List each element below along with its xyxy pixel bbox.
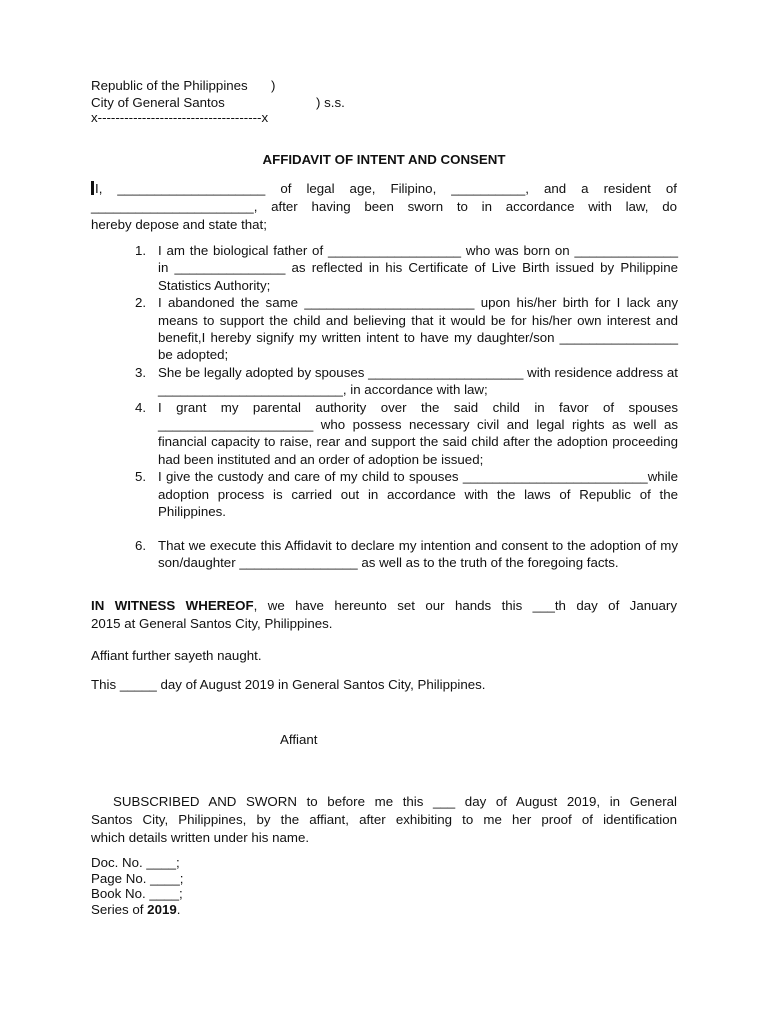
list-item bbox=[135, 294, 678, 364]
list-item bbox=[135, 364, 678, 399]
list-item-number: 6. bbox=[135, 537, 147, 553]
caption-line-1 bbox=[91, 78, 248, 94]
list-item-number: 5. bbox=[135, 469, 147, 485]
caption-city: City of General Santos bbox=[91, 95, 225, 110]
book-number: Book No. ____; bbox=[91, 886, 183, 901]
subscribed-line-3: which details written under his name. bbox=[91, 830, 310, 845]
witness-line-2: 2015 at General Santos City, Philippines. bbox=[91, 616, 333, 631]
statement-list bbox=[135, 242, 678, 571]
witness-lead: IN WITNESS WHEREOF bbox=[91, 598, 254, 613]
subscribed-paragraph bbox=[91, 793, 677, 847]
this-day-text: This _____ day of August 2019 in General Santos City, Philippines. bbox=[91, 677, 486, 692]
list-item-text: I give the custody and care of my child to spouses _________________________while adoption process is carried out in accordance with the laws of Republic of the Philippines. bbox=[158, 469, 678, 520]
list-item-number: 3. bbox=[135, 364, 147, 380]
list-item-number: 1. bbox=[135, 243, 147, 258]
list-item-text: I grant my parental authority over the said child in favor of spouses _____________________ who possess necessary civil and legal rights as well as financial capacity to raise, rear and support the said child after the adoption proceeding had been instituted and an order of adoption be issued; bbox=[158, 399, 678, 467]
document-title: AFFIDAVIT OF INTENT AND CONSENT bbox=[262, 152, 506, 167]
list-item-text: That we execute this Affidavit to declare my intention and consent to the adoption of my son/daughter ________________ as well as to the truth of the foregoing facts. bbox=[158, 537, 678, 570]
intro-paragraph bbox=[91, 180, 677, 234]
caption-republic: Republic of the Philippines bbox=[91, 78, 248, 93]
caption-bracket-1: ) bbox=[271, 78, 276, 93]
intro-line-2: ______________________, after having been sworn to in accordance with law, do bbox=[91, 199, 677, 214]
intro-line-3: hereby depose and state that; bbox=[91, 217, 267, 232]
series-line bbox=[91, 902, 180, 918]
series-prefix: Series of bbox=[91, 902, 148, 917]
page-number: Page No. ____; bbox=[91, 871, 184, 886]
intro-line-1: I, ____________________ of legal age, Filipino, __________, and a resident of bbox=[91, 180, 677, 198]
witness-line-1 bbox=[91, 597, 677, 615]
witness-rest: , we have hereunto set our hands this ___th day of January bbox=[253, 598, 677, 613]
series-suffix: . bbox=[176, 902, 181, 917]
subscribed-line-1: SUBSCRIBED AND SWORN to before me this ___ day of August 2019, in General bbox=[113, 794, 677, 809]
doc-number: Doc. No. ____; bbox=[91, 855, 180, 870]
caption-ss: ) s.s. bbox=[316, 95, 345, 110]
witness-paragraph bbox=[91, 597, 677, 633]
list-item bbox=[135, 242, 678, 294]
subscribed-line-2: Santos City, Philippines, by the affiant, after exhibiting to me her proof of identification bbox=[91, 812, 677, 827]
caption-divider: x-------------------------------------x bbox=[91, 110, 269, 125]
text-cursor-icon bbox=[91, 181, 94, 195]
list-item-text: I am the biological father of __________________ who was born on ______________ in _______________ as reflected in his Certificate of Live Birth issued by Philippine Statistics Authority; bbox=[158, 243, 678, 293]
series-year: 2019 bbox=[147, 902, 177, 917]
affiant-further-text: Affiant further sayeth naught. bbox=[91, 648, 262, 663]
list-item bbox=[135, 399, 678, 469]
list-item-number: 2. bbox=[135, 295, 147, 311]
list-item-text: She be legally adopted by spouses _____________________ with residence address at _________________________, in accordance with law; bbox=[158, 364, 678, 398]
list-item-text: I abandoned the same _______________________ upon his/her birth for I lack any means to support the child and believing that it would be for his/her own interest and benefit,I hereby signify my written intent to have my daughter/son ________________ be adopted; bbox=[158, 295, 678, 363]
list-item bbox=[135, 537, 678, 572]
affiant-label: Affiant bbox=[280, 732, 318, 747]
list-item-number: 4. bbox=[135, 399, 147, 415]
list-item bbox=[135, 468, 678, 520]
